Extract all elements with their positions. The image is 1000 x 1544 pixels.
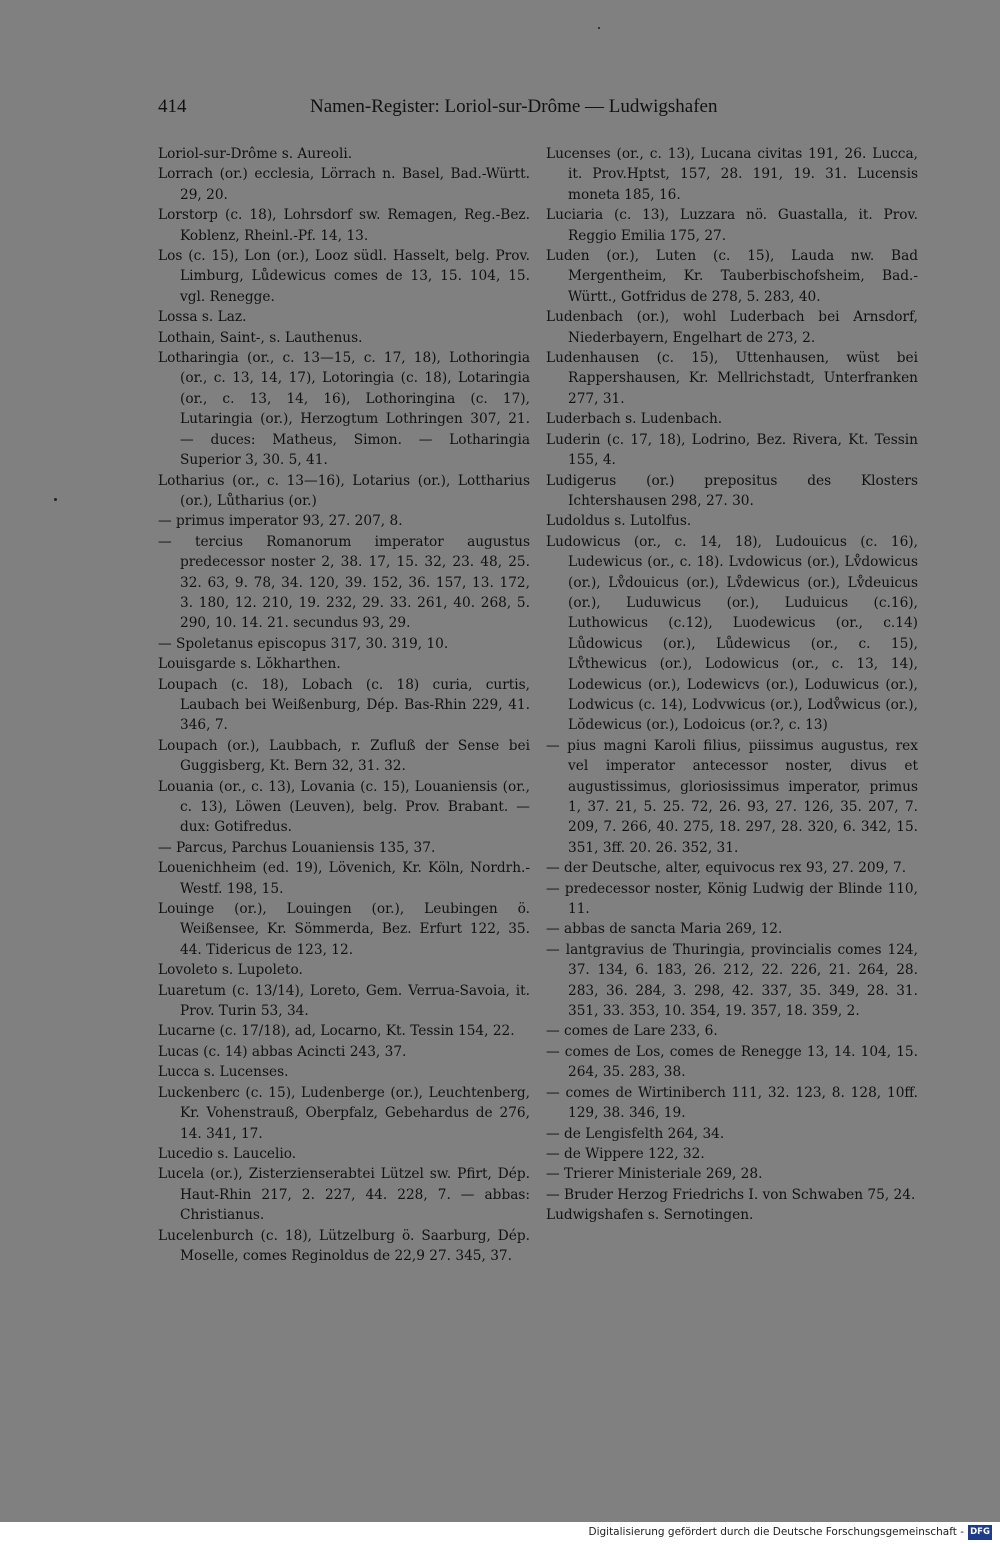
index-entry: Luaretum (c. 13/14), Loreto, Gem. Verrua-Savoia, it. Prov. Turin 53, 34.: [158, 982, 530, 1020]
footer-bar: [0, 1522, 1000, 1544]
index-entry: Louania (or., c. 13), Lovania (c. 15), Louaniensis (or., c. 13), Löwen (Leuven), belg. Prov. Brabant. — dux: Gotifredus.: [158, 778, 530, 836]
index-entry: Ludenbach (or.), wohl Luderbach bei Arnsdorf, Niederbayern, Engelhart de 273, 2.: [546, 309, 918, 346]
index-entry: — Parcus, Parchus Louaniensis 135, 37.: [158, 839, 436, 856]
index-entry: — comes de Lare 233, 6.: [546, 1023, 718, 1040]
index-entry: Ludenhausen (c. 15), Uttenhausen, wüst bei Rappershausen, Kr. Mellrichstadt, Unterfranken 277, 31.: [546, 350, 918, 407]
running-head: Namen-Register: Loriol-sur-Drôme — Ludwigshafen: [310, 96, 718, 117]
index-entry: Luderbach s. Ludenbach.: [546, 411, 723, 428]
index-entry: Ludowicus (or., c. 14, 18), Ludouicus (c. 16), Ludewicus (or., c. 18). Lvdowicus (or.), Lv̊dowicus (or.), Lv̊douicus (or.), Lv̊dewicus (or.), Lv̊deuicus (or.), Luduwicus (or.), Luduicus (c.16), Luthowicus (c.12), Luodewicus (or., c.14) Lůdowicus (or.), Lůdewicus (or., c. 15), Lv̊thewicus (or.), Lodowicus (or., c. 13, 14), Lodewicus (or.), Lodewicvs (or.), Loduwicus (or.), Lodwicus (c. 14), Lodvwicus (or.), Lodv̊wicus (or.), Lŏdewicus (or.), Lodoicus (or.?, c. 13): [546, 533, 918, 734]
index-entry: Luden (or.), Luten (c. 15), Lauda nw. Bad Mergentheim, Kr. Tauberbischofsheim, Bad.-Württ., Gotfridus de 278, 5. 283, 40.: [546, 248, 918, 305]
index-entry: Loriol-sur-Drôme s. Aureoli.: [158, 146, 353, 162]
index-entry: — comes de Los, comes de Renegge 13, 14. 104, 15. 264, 35. 283, 38.: [546, 1043, 918, 1081]
index-entry: Lucedio s. Laucelio.: [158, 1145, 297, 1162]
index-entry: Lucas (c. 14) abbas Acincti 243, 37.: [158, 1043, 407, 1060]
index-entry: — lantgravius de Thuringia, provincialis comes 124, 37. 134, 6. 183, 26. 212, 22. 226, 21. 264, 28. 283, 36. 284, 3. 298, 42. 337, 35. 349, 28. 31. 351, 33. 353, 10. 354, 19. 357, 18. 359, 2.: [546, 941, 918, 1020]
index-entry: — predecessor noster, König Ludwig der Blinde 110, 11.: [546, 880, 918, 918]
left-column: [158, 144, 530, 1266]
index-entry: — primus imperator 93, 27. 207, 8.: [158, 513, 403, 530]
page-number: 414: [158, 96, 187, 117]
index-entry: Luciaria (c. 13), Luzzara nö. Guastalla, it. Prov. Reggio Emilia 175, 27.: [546, 207, 918, 244]
index-entry: Lorrach (or.) ecclesia, Lörrach n. Basel, Bad.-Württ. 29, 20.: [158, 166, 530, 203]
index-entry: — pius magni Karoli filius, piissimus augustus, rex vel imperator antecessor noster, divus et augustissimus, gloriosissimus imperator, primus 1, 37. 21, 5. 25. 72, 26. 93, 27. 126, 35. 207, 7. 209, 7. 266, 40. 275, 18. 297, 28. 320, 6. 342, 15. 351, 3ff. 20. 26. 352, 31.: [546, 737, 918, 856]
index-entry: — Bruder Herzog Friedrichs I. von Schwaben 75, 24.: [546, 1186, 916, 1203]
right-column: [546, 144, 918, 1226]
index-entry: — abbas de sancta Maria 269, 12.: [546, 921, 783, 938]
index-entry: Lorstorp (c. 18), Lohrsdorf sw. Remagen, Reg.-Bez. Koblenz, Rheinl.-Pf. 14, 13.: [158, 207, 530, 244]
index-entry: Louinge (or.), Louingen (or.), Leubingen ö. Weißensee, Kr. Sömmerda, Bez. Erfurt 122, 35. 44. Tidericus de 123, 12.: [158, 901, 530, 958]
index-entry: Loupach (c. 18), Lobach (c. 18) curia, curtis, Laubach bei Weißenburg, Dép. Bas-Rhin 229, 41. 346, 7.: [158, 676, 530, 734]
index-entry: Lucela (or.), Zisterzienserabtei Lützel sw. Pfirt, Dép. Haut-Rhin 217, 2. 227, 44. 228, 7. — abbas: Christianus.: [158, 1166, 530, 1224]
index-entry: Lothain, Saint-, s. Lauthenus.: [158, 329, 363, 346]
scan-speck: [54, 498, 57, 501]
index-entry: Lucarne (c. 17/18), ad, Locarno, Kt. Tessin 154, 22.: [158, 1023, 515, 1040]
index-entry: Los (c. 15), Lon (or.), Looz südl. Hasselt, belg. Prov. Limburg, Lůdewicus comes de 13, 15. 104, 15. vgl. Renegge.: [158, 248, 530, 305]
index-entry: Louenichheim (ed. 19), Lövenich, Kr. Köln, Nordrh.-Westf. 198, 15.: [158, 860, 530, 897]
index-entry: — de Wippere 122, 32.: [546, 1145, 705, 1162]
index-entry: Luckenberc (c. 15), Ludenberge (or.), Leuchtenberg, Kr. Vohenstrauß, Oberpfalz, Gebehardus de 276, 14. 341, 17.: [158, 1084, 530, 1142]
index-entry: — tercius Romanorum imperator augustus predecessor noster 2, 38. 17, 15. 32, 23. 48, 25. 32. 63, 9. 78, 34. 120, 39. 152, 36. 157, 13. 172, 3. 180, 12. 210, 19. 232, 29. 33. 261, 40. 268, 5. 290, 10. 14. 21. secundus 93, 29.: [158, 533, 530, 632]
index-entry: Loupach (or.), Laubbach, r. Zufluß der Sense bei Guggisberg, Kt. Bern 32, 31. 32.: [158, 737, 530, 775]
index-entry: — comes de Wirtiniberch 111, 32. 123, 8. 128, 10ff. 129, 38. 346, 19.: [546, 1084, 918, 1122]
funding-note: Digitalisierung gefördert durch die Deutsche Forschungsgemeinschaft -: [588, 1526, 964, 1538]
index-entry: Lotharius (or., c. 13—16), Lotarius (or.), Lottharius (or.), Lůtharius (or.): [158, 472, 530, 509]
index-entry: Lossa s. Laz.: [158, 309, 247, 326]
index-entry: Ludoldus s. Lutolfus.: [546, 513, 692, 530]
page-header: [158, 96, 758, 126]
scan-speck: [598, 27, 600, 29]
index-entry: Louisgarde s. Lŏkharthen.: [158, 656, 341, 673]
index-entry: Lucenses (or., c. 13), Lucana civitas 191, 26. Lucca, it. Prov.Hptst, 157, 28. 191, 19. 31. Lucensis moneta 185, 16.: [546, 146, 918, 203]
index-entry: Lucelenburch (c. 18), Lützelburg ö. Saarburg, Dép. Moselle, comes Reginoldus de 22,9 27. 345, 37.: [158, 1227, 530, 1264]
index-entry: Lovoleto s. Lupoleto.: [158, 962, 303, 979]
index-entry: — Trierer Ministeriale 269, 28.: [546, 1166, 763, 1183]
index-entry: Ludigerus (or.) prepositus des Klosters Ichtershausen 298, 27. 30.: [546, 472, 918, 509]
index-entry: — de Lengisfelth 264, 34.: [546, 1125, 725, 1142]
dfg-logo: DFG: [968, 1525, 992, 1540]
index-entry: Lucca s. Lucenses.: [158, 1064, 289, 1081]
index-entry: Luderin (c. 17, 18), Lodrino, Bez. Rivera, Kt. Tessin 155, 4.: [546, 431, 918, 469]
index-entry: — Spoletanus episcopus 317, 30. 319, 10.: [158, 635, 449, 652]
index-entry: Ludwigshafen s. Sernotingen.: [546, 1207, 754, 1224]
index-entry: Lotharingia (or., c. 13—15, c. 17, 18), Lothoringia (or., c. 13, 14, 17), Lotoringia (c. 18), Lotaringia (or., c. 13, 14, 16), Lothoringina (c. 17), Lutaringia (or.), Herzogtum Lothringen 307, 21. — duces: Matheus, Simon. — Lotharingia Superior 3, 30. 5, 41.: [158, 350, 530, 469]
index-entry: — der Deutsche, alter, equivocus rex 93, 27. 209, 7.: [546, 860, 907, 877]
